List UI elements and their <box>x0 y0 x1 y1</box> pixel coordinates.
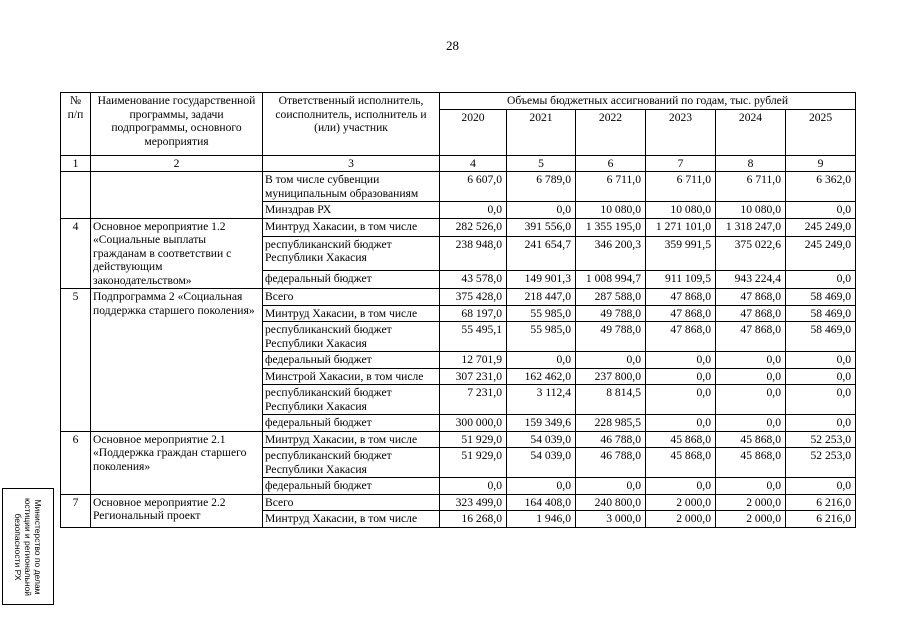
value-cell: 16 268,0 <box>440 511 507 528</box>
value-cell: 0,0 <box>786 368 856 385</box>
header-year: 2020 <box>440 109 507 155</box>
value-cell: 0,0 <box>786 478 856 495</box>
value-cell: 346 200,3 <box>576 236 646 270</box>
value-cell: 49 788,0 <box>576 322 646 352</box>
value-cell: 241 654,7 <box>507 236 576 270</box>
header-volumes: Объемы бюджетных ассигнований по годам, тыс. рублей <box>440 93 856 110</box>
measure-name: Основное мероприятие 2.2 Региональный проект <box>91 494 263 527</box>
value-cell: 0,0 <box>646 368 716 385</box>
value-cell: 0,0 <box>646 352 716 369</box>
value-cell: 10 080,0 <box>576 202 646 219</box>
value-cell: 47 868,0 <box>716 289 786 306</box>
table-row <box>61 218 856 236</box>
value-cell: 12 701,9 <box>440 352 507 369</box>
executor-cell: Минтруд Хакасии, в том числе <box>263 305 440 322</box>
table-row <box>61 431 856 448</box>
measure-name: Подпрограмма 2 «Социальная поддержка старшего поколения» <box>91 289 263 432</box>
value-cell: 0,0 <box>786 415 856 432</box>
executor-cell: федеральный бюджет <box>263 352 440 369</box>
value-cell: 0,0 <box>646 385 716 415</box>
value-cell: 6 607,0 <box>440 172 507 202</box>
executor-cell: федеральный бюджет <box>263 270 440 288</box>
value-cell: 8 814,5 <box>576 385 646 415</box>
value-cell: 0,0 <box>786 202 856 219</box>
value-cell: 1 355 195,0 <box>576 218 646 236</box>
row-number: 6 <box>61 431 91 494</box>
value-cell: 45 868,0 <box>716 448 786 478</box>
value-cell: 1 008 994,7 <box>576 270 646 288</box>
value-cell: 0,0 <box>576 352 646 369</box>
column-number: 9 <box>786 155 856 172</box>
value-cell: 0,0 <box>507 352 576 369</box>
column-number: 6 <box>576 155 646 172</box>
value-cell: 51 929,0 <box>440 448 507 478</box>
value-cell: 52 253,0 <box>786 431 856 448</box>
value-cell: 0,0 <box>716 352 786 369</box>
column-number: 7 <box>646 155 716 172</box>
value-cell: 218 447,0 <box>507 289 576 306</box>
value-cell: 943 224,4 <box>716 270 786 288</box>
executor-cell: Минстрой Хакасии, в том числе <box>263 368 440 385</box>
column-number: 3 <box>263 155 440 172</box>
measure-name: Основное мероприятие 1.2 «Социальные выплаты гражданам в соответствии с действующим законодательством» <box>91 218 263 289</box>
value-cell: 47 868,0 <box>716 305 786 322</box>
registration-stamp <box>2 488 54 605</box>
header-year: 2022 <box>576 109 646 155</box>
table-row <box>61 172 856 202</box>
value-cell: 6 216,0 <box>786 511 856 528</box>
value-cell: 45 868,0 <box>646 448 716 478</box>
value-cell: 47 868,0 <box>646 305 716 322</box>
budget-table <box>60 92 856 528</box>
measure-name <box>91 172 263 219</box>
executor-cell: республиканский бюджет Республики Хакасия <box>263 322 440 352</box>
value-cell: 43 578,0 <box>440 270 507 288</box>
value-cell: 55 985,0 <box>507 322 576 352</box>
value-cell: 58 469,0 <box>786 305 856 322</box>
column-number: 4 <box>440 155 507 172</box>
value-cell: 6 789,0 <box>507 172 576 202</box>
value-cell: 375 428,0 <box>440 289 507 306</box>
value-cell: 0,0 <box>716 368 786 385</box>
stamp-text: Министерство по делам юстиции и региональной безопасности РХ <box>13 497 43 596</box>
value-cell: 0,0 <box>786 270 856 288</box>
executor-cell: Минтруд Хакасии, в том числе <box>263 431 440 448</box>
value-cell: 6 216,0 <box>786 494 856 511</box>
value-cell: 46 788,0 <box>576 448 646 478</box>
value-cell: 2 000,0 <box>716 494 786 511</box>
value-cell: 287 588,0 <box>576 289 646 306</box>
executor-cell: Минтруд Хакасии, в том числе <box>263 511 440 528</box>
table-row <box>61 494 856 511</box>
value-cell: 164 408,0 <box>507 494 576 511</box>
value-cell: 159 349,6 <box>507 415 576 432</box>
value-cell: 54 039,0 <box>507 448 576 478</box>
value-cell: 54 039,0 <box>507 431 576 448</box>
value-cell: 47 868,0 <box>716 322 786 352</box>
value-cell: 0,0 <box>716 415 786 432</box>
value-cell: 1 318 247,0 <box>716 218 786 236</box>
value-cell: 0,0 <box>576 478 646 495</box>
executor-cell: Всего <box>263 289 440 306</box>
value-cell: 245 249,0 <box>786 236 856 270</box>
value-cell: 58 469,0 <box>786 289 856 306</box>
value-cell: 0,0 <box>786 385 856 415</box>
value-cell: 0,0 <box>716 385 786 415</box>
value-cell: 10 080,0 <box>716 202 786 219</box>
executor-cell: Всего <box>263 494 440 511</box>
value-cell: 6 711,0 <box>576 172 646 202</box>
value-cell: 162 462,0 <box>507 368 576 385</box>
value-cell: 238 948,0 <box>440 236 507 270</box>
row-number <box>61 172 91 219</box>
value-cell: 323 499,0 <box>440 494 507 511</box>
column-number: 5 <box>507 155 576 172</box>
value-cell: 0,0 <box>440 202 507 219</box>
page-number: 28 <box>446 38 459 53</box>
header-year: 2023 <box>646 109 716 155</box>
value-cell: 6 711,0 <box>716 172 786 202</box>
value-cell: 0,0 <box>440 478 507 495</box>
header-year: 2025 <box>786 109 856 155</box>
value-cell: 911 109,5 <box>646 270 716 288</box>
header-name: Наименование государственной программы, задачи подпрограммы, основного мероприятия <box>91 93 263 156</box>
executor-cell: республиканский бюджет Республики Хакасия <box>263 236 440 270</box>
value-cell: 282 526,0 <box>440 218 507 236</box>
value-cell: 51 929,0 <box>440 431 507 448</box>
value-cell: 0,0 <box>786 352 856 369</box>
value-cell: 7 231,0 <box>440 385 507 415</box>
value-cell: 6 362,0 <box>786 172 856 202</box>
executor-cell: В том числе субвенции муниципальным образованиям <box>263 172 440 202</box>
value-cell: 1 271 101,0 <box>646 218 716 236</box>
value-cell: 391 556,0 <box>507 218 576 236</box>
value-cell: 245 249,0 <box>786 218 856 236</box>
value-cell: 52 253,0 <box>786 448 856 478</box>
header-num: № п/п <box>61 93 91 156</box>
value-cell: 375 022,6 <box>716 236 786 270</box>
value-cell: 0,0 <box>646 415 716 432</box>
value-cell: 46 788,0 <box>576 431 646 448</box>
value-cell: 47 868,0 <box>646 322 716 352</box>
header-year: 2024 <box>716 109 786 155</box>
value-cell: 0,0 <box>716 478 786 495</box>
value-cell: 149 901,3 <box>507 270 576 288</box>
header-executor: Ответственный исполнитель, соисполнитель, исполнитель и (или) участник <box>263 93 440 156</box>
value-cell: 55 985,0 <box>507 305 576 322</box>
value-cell: 1 946,0 <box>507 511 576 528</box>
value-cell: 68 197,0 <box>440 305 507 322</box>
value-cell: 10 080,0 <box>646 202 716 219</box>
executor-cell: федеральный бюджет <box>263 478 440 495</box>
value-cell: 307 231,0 <box>440 368 507 385</box>
executor-cell: республиканский бюджет Республики Хакасия <box>263 448 440 478</box>
value-cell: 240 800,0 <box>576 494 646 511</box>
row-number: 5 <box>61 289 91 432</box>
value-cell: 3 112,4 <box>507 385 576 415</box>
value-cell: 47 868,0 <box>646 289 716 306</box>
value-cell: 45 868,0 <box>646 431 716 448</box>
value-cell: 45 868,0 <box>716 431 786 448</box>
value-cell: 6 711,0 <box>646 172 716 202</box>
executor-cell: федеральный бюджет <box>263 415 440 432</box>
value-cell: 0,0 <box>507 202 576 219</box>
value-cell: 237 800,0 <box>576 368 646 385</box>
value-cell: 228 985,5 <box>576 415 646 432</box>
value-cell: 58 469,0 <box>786 322 856 352</box>
value-cell: 2 000,0 <box>716 511 786 528</box>
value-cell: 49 788,0 <box>576 305 646 322</box>
value-cell: 359 991,5 <box>646 236 716 270</box>
column-number: 2 <box>91 155 263 172</box>
table-row <box>61 289 856 306</box>
executor-cell: Минтруд Хакасии, в том числе <box>263 218 440 236</box>
value-cell: 3 000,0 <box>576 511 646 528</box>
column-number: 8 <box>716 155 786 172</box>
measure-name: Основное мероприятие 2.1 «Поддержка граждан старшего поколения» <box>91 431 263 494</box>
value-cell: 55 495,1 <box>440 322 507 352</box>
header-year: 2021 <box>507 109 576 155</box>
executor-cell: республиканский бюджет Республики Хакасия <box>263 385 440 415</box>
value-cell: 0,0 <box>507 478 576 495</box>
value-cell: 2 000,0 <box>646 494 716 511</box>
value-cell: 0,0 <box>646 478 716 495</box>
executor-cell: Минздрав РХ <box>263 202 440 219</box>
row-number: 7 <box>61 494 91 527</box>
column-number: 1 <box>61 155 91 172</box>
value-cell: 300 000,0 <box>440 415 507 432</box>
row-number: 4 <box>61 218 91 289</box>
value-cell: 2 000,0 <box>646 511 716 528</box>
